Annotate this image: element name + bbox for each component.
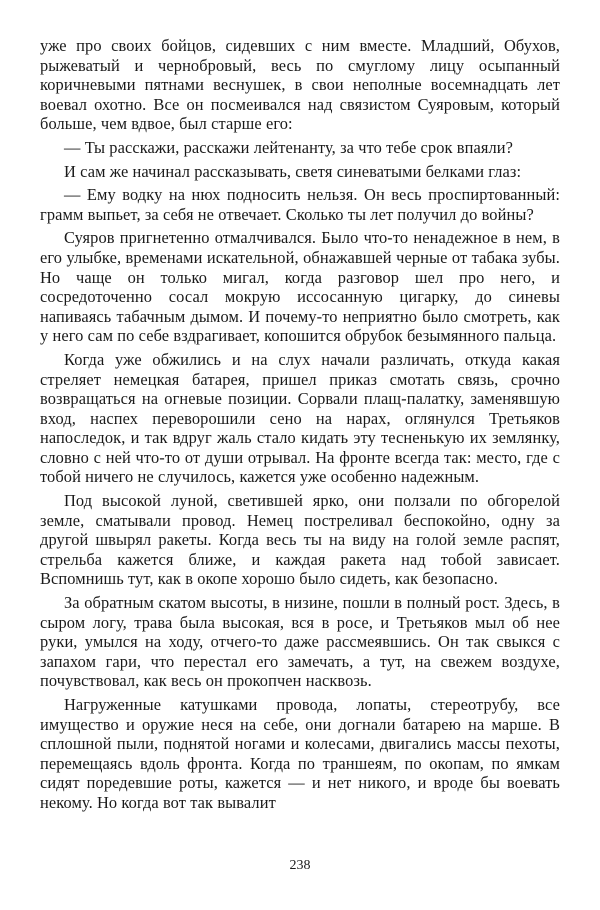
book-page — [40, 36, 560, 876]
paragraph-4: — Ему водку на нюх подносить нельзя. Он весь проспиртованный: грамм выпьет, за себя не отвечает. Сколько ты лет получил до войны? — [40, 185, 560, 224]
paragraph-1: уже про своих бойцов, сидевших с ним вместе. Младший, Обухов, рыжеватый и чернобровый, весь по смуглому лицу осыпанный коричневыми пятнами веснушек, в свои неполные восемнадцать лет воевал охотно. Все он посмеивался над связистом Суяровым, который больше, чем вдвое, был старше его: — [40, 36, 560, 134]
paragraph-8: За обратным скатом высоты, в низине, пошли в полный рост. Здесь, в сыром логу, трава была высокая, вся в росе, и Третьяков мыл об нее руки, умылся на ходу, отчего-то даже рассмеявшись. Он так свыкся с запахом гари, что перестал его замечать, а тут, на свежем воздухе, почувствовал, как весь он прокопчен насквозь. — [40, 593, 560, 691]
paragraph-3: И сам же начинал рассказывать, светя синеватыми белками глаз: — [64, 161, 522, 181]
paragraph-5: Суяров пригнетенно отмалчивался. Было что-то ненадежное в нем, в его улыбке, временами искательной, обнажавшей черные от табака зубы. Но чаще он только мигал, когда разговор шел про него, и сосредоточенно сосал мокрую иссосанную цигарку, до синевы напиваясь табачным дымом. И почему-то неприятно было смотреть, как у него сам по себе вздрагивает, копошится обрубок безымянного пальца. — [40, 228, 560, 346]
paragraph-7: Под высокой луной, светившей ярко, они ползали по обгорелой земле, сматывали провод. Немец постреливал беспокойно, одну за другой швырял ракеты. Когда весь ты на виду на голой земле распят, стрельба кажется ближе, и каждая ракета над тобой зависает. Вспомнишь тут, как в окопе хорошо было сидеть, как безопасно. — [40, 491, 560, 589]
paragraph-2: — Ты расскажи, расскажи лейтенанту, за что тебе срок впаяли? — [64, 137, 514, 157]
paragraph-6: Когда уже обжились и на слух начали различать, откуда какая стреляет немецкая батарея, пришел приказ смотать связь, срочно возвращаться на огневые позиции. Сорвали плащ-палатку, заменявшую вход, наспех переворошили сено на нарах, оглянулся Третьяков напоследок, и так вдруг жаль стало кидать эту тесненькую их землянку, словно с ней что-то от души отрывал. На фронте всегда так: место, где с тобой ничего не случилось, кажется уже особенно надежным. — [40, 349, 560, 487]
paragraph-9: Нагруженные катушками провода, лопаты, стереотрубу, все имущество и оружие неся на себе, они догнали батарею на марше. В сплошной пыли, поднятой ногами и колесами, двигались массы пехоты, перемещаясь вдоль фронта. Когда по траншеям, по окопам, по ямкам сидят поредевшие роты, кажется — и нет никого, и вроде бы воевать некому. Но когда вот так вывалит — [40, 695, 560, 812]
page-number: 238 — [289, 858, 311, 873]
